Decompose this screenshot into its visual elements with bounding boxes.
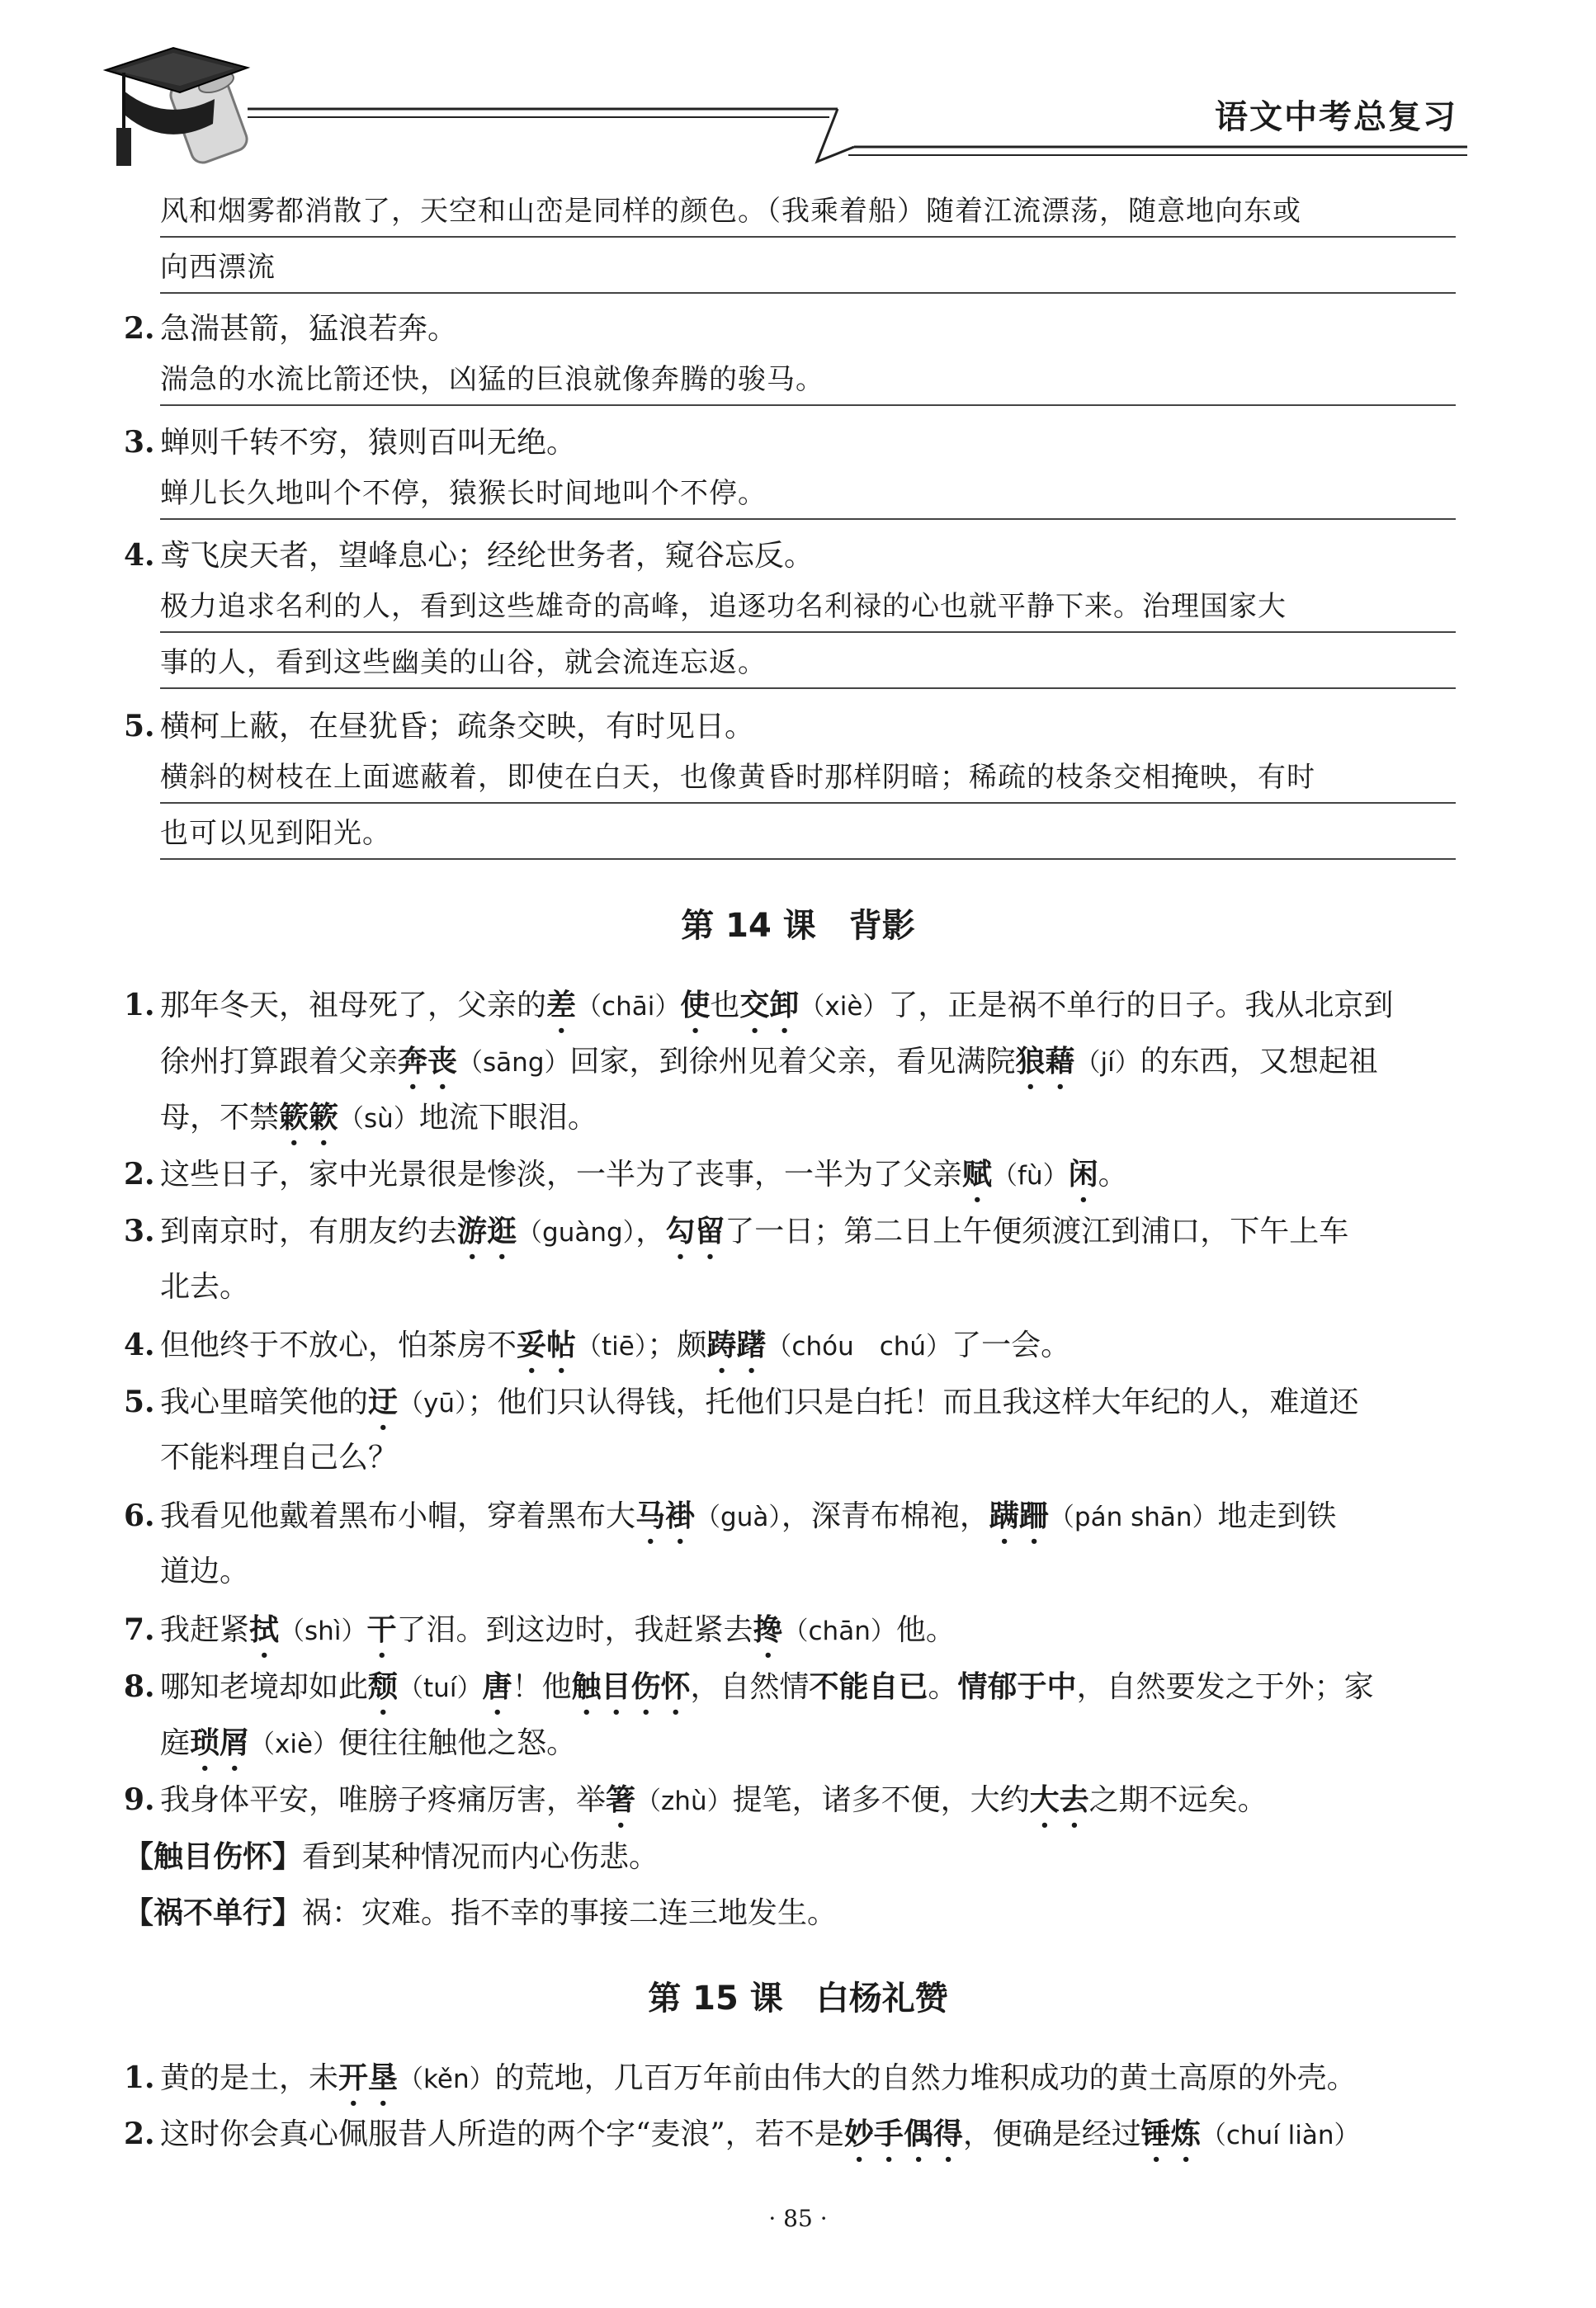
answer-line: 风和烟雾都消散了，天空和山峦是同样的颜色。（我乘着船）随着江流漂荡，随意地向东或 xyxy=(160,188,1456,238)
idiom-note: 【触目伤怀】看到某种情况而内心伤悲。 xyxy=(124,1839,659,1874)
question-item-continued: 徐州打算跟着父亲奔丧（sāng）回家，到徐州见着父亲，看见满院狼藉（jí）的东西，又想起祖 xyxy=(160,1044,1378,1078)
page-number: · 85 · xyxy=(768,2205,828,2232)
question-item: 6. 我看见他戴着黑布小帽，穿着黑布大马褂（guà），深青布棉袍，蹒跚（pán shān）地走到铁 xyxy=(124,1499,1337,1533)
question-item: 2. 这时你会真心佩服昔人所造的两个字“麦浪”，若不是妙手偶得，便确是经过锤炼（chuí liàn） xyxy=(124,2117,1360,2151)
question-item: 1. 那年冬天，祖母死了，父亲的差（chāi）使也交卸（xiè）了，正是祸不单行的日子。我从北京到 xyxy=(124,988,1394,1022)
question-item-continued: 母，不禁簌簌（sù）地流下眼泪。 xyxy=(160,1100,597,1135)
answer-line: 极力追求名利的人，看到这些雄奇的高峰，追逐功名利禄的心也就平静下来。治理国家大 xyxy=(160,583,1456,633)
question-item: 8. 哪知老境却如此颓（tuí）唐！他触目伤怀，自然情不能自已。情郁于中，自然要发之于外；家 xyxy=(124,1669,1374,1704)
question-item-continued: 北去。 xyxy=(160,1270,250,1304)
question-item-continued: 道边。 xyxy=(160,1555,250,1588)
question-item: 1. 黄的是土，未开垦（kěn）的荒地，几百万年前由伟大的自然力堆积成功的黄土高原的外壳。 xyxy=(124,2060,1357,2095)
question-item: 3. 蝉则千转不穷，猿则百叫无绝。 xyxy=(124,425,577,460)
question-item: 7. 我赶紧拭（shì）干了泪。到这边时，我赶紧去搀（chān）他。 xyxy=(124,1612,956,1647)
question-item-continued: 不能料理自己么？ xyxy=(160,1441,399,1475)
question-item-continued: 庭琐屑（xiè）便往往触他之怒。 xyxy=(160,1725,577,1760)
question-item: 4. 鸢飞戾天者，望峰息心；经纶世务者，窥谷忘反。 xyxy=(124,538,815,573)
book-title: 语文中考总复习 xyxy=(1215,97,1457,136)
page-header xyxy=(0,0,1596,182)
question-item: 2. 这些日子，家中光景很是惨淡，一半为了丧事，一半为了父亲赋（fù）闲。 xyxy=(124,1157,1128,1192)
question-item: 2. 急湍甚箭，猛浪若奔。 xyxy=(124,311,458,346)
lesson-title: 第 14 课 背影 xyxy=(681,907,915,945)
answer-line: 蝉儿长久地叫个不停，猿猴长时间地叫个不停。 xyxy=(160,470,1456,520)
answer-line: 湍急的水流比箭还快，凶猛的巨浪就像奔腾的骏马。 xyxy=(160,356,1456,406)
answer-line: 事的人，看到这些幽美的山谷，就会流连忘返。 xyxy=(160,640,1456,689)
answer-line: 也可以见到阳光。 xyxy=(160,810,1456,860)
question-item: 5. 横柯上蔽，在昼犹昏；疏条交映，有时见日。 xyxy=(124,709,755,743)
answer-line: 向西漂流 xyxy=(160,244,1456,294)
idiom-note: 【祸不单行】祸：灾难。指不幸的事接二连三地发生。 xyxy=(124,1895,838,1930)
lesson-title: 第 15 课 白杨礼赞 xyxy=(648,1980,948,2018)
answer-line: 横斜的树枝在上面遮蔽着，即使在白天，也像黄昏时那样阴暗；稀疏的枝条交相掩映，有时 xyxy=(160,754,1456,804)
question-item: 5. 我心里暗笑他的迂（yū）；他们只认得钱，托他们只是白托！而且我这样大年纪的人，难道还 xyxy=(124,1385,1359,1419)
question-item: 4. 但他终于不放心，怕茶房不妥帖（tiē）；颇踌躇（chóu chú）了一会。 xyxy=(124,1328,1071,1362)
question-item: 3. 到南京时，有朋友约去游逛（guàng），勾留了一日；第二日上午便须渡江到浦口，下午上车 xyxy=(124,1214,1349,1248)
question-item: 9. 我身体平安，唯膀子疼痛厉害，举箸（zhù）提笔，诸多不便，大约大去之期不远矣。 xyxy=(124,1782,1268,1817)
